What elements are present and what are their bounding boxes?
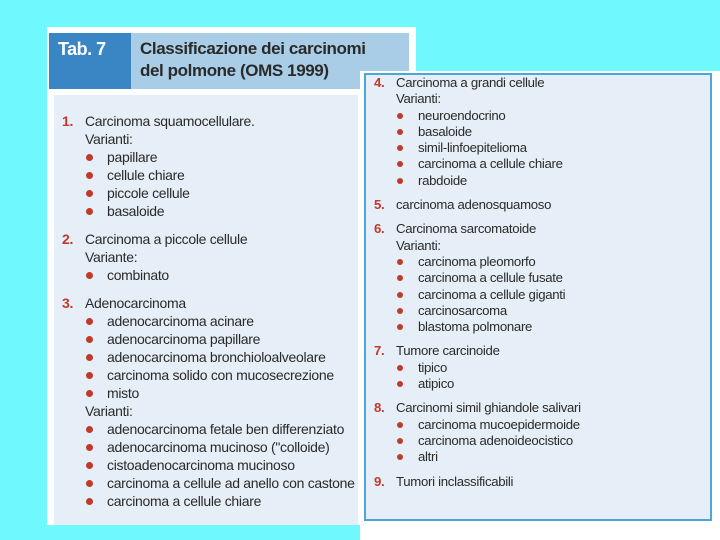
variant-item: altri: [374, 449, 712, 465]
subtype-item: adenocarcinoma acinare: [62, 312, 358, 330]
item-number: 2.: [62, 231, 74, 247]
variant-item: carcinoma a cellule chiare: [374, 156, 712, 172]
variant-item: combinato: [62, 266, 358, 284]
variant-item: carcinoma pleomorfo: [374, 254, 712, 270]
item-title: [374, 197, 712, 213]
variant-item: rabdoide: [374, 173, 712, 189]
variant-item: basaloide: [374, 124, 712, 140]
item-title-text: Tumore carcinoide: [396, 343, 500, 359]
variant-item: carcinoma mucoepidermoide: [374, 417, 712, 433]
item-title: [62, 230, 358, 248]
item-title: [62, 112, 358, 130]
variant-item: tipico: [374, 360, 712, 376]
variant-item: carcinoma a cellule giganti: [374, 287, 712, 303]
subtype-item: misto: [62, 384, 358, 402]
spacer: [374, 335, 712, 343]
item-title: [374, 75, 712, 91]
title-line-2: del polmone (OMS 1999): [140, 61, 329, 80]
variant-item: piccole cellule: [62, 184, 358, 202]
variant-item: atipico: [374, 376, 712, 392]
item-title: [374, 400, 712, 416]
right-column: [374, 75, 712, 490]
item-number: 1.: [62, 113, 74, 129]
item-title-text: Carcinoma a grandi cellule: [396, 75, 545, 90]
subtype-item: carcinoma solido con mucosecrezione: [62, 366, 358, 384]
subtype-item: adenocarcinoma bronchioloalveolare: [62, 348, 358, 366]
item-number: 3.: [62, 295, 74, 311]
item-title: [374, 474, 712, 490]
item-title: [374, 343, 712, 359]
item-number: 7.: [374, 343, 385, 359]
item-title: [62, 294, 358, 312]
variant-label: Varianti:: [396, 91, 441, 107]
variant-item: carcinosarcoma: [374, 303, 712, 319]
left-column: [62, 112, 358, 510]
variant-item: cistoadenocarcinoma mucinoso: [62, 456, 358, 474]
item-number: 6.: [374, 221, 385, 237]
item-title-text: Tumori inclassificabili: [396, 473, 514, 489]
spacer: [374, 213, 712, 221]
variant-item: simil-linfoepitelioma: [374, 140, 712, 156]
item-title-text: carcinoma adenosquamoso: [396, 197, 552, 213]
variant-item: carcinoma a cellule ad anello con castone: [62, 474, 358, 492]
variant-item: adenocarcinoma fetale ben differenziato: [62, 420, 358, 438]
item-number: 4.: [374, 75, 385, 90]
item-number: 8.: [374, 400, 385, 416]
variant-item: adenocarcinoma mucinoso ("colloide): [62, 438, 358, 456]
variant-item: basaloide: [62, 202, 358, 220]
item-title-text: Carcinoma a piccole cellule: [85, 231, 248, 247]
spacer: [62, 220, 358, 230]
item-title-text: Adenocarcinoma: [85, 295, 186, 311]
spacer: [374, 392, 712, 400]
item-number: 5.: [374, 197, 385, 213]
variant-item: carcinoma a cellule chiare: [62, 492, 358, 510]
subtype-item: adenocarcinoma papillare: [62, 330, 358, 348]
variant-item: carcinoma a cellule fusate: [374, 270, 712, 286]
variant-item: neuroendocrino: [374, 108, 712, 124]
item-title-text: Carcinomi simil ghiandole salivari: [396, 400, 581, 416]
variant-item: papillare: [62, 148, 358, 166]
variant-label: Variante:: [85, 249, 138, 265]
variant-item: blastoma polmonare: [374, 319, 712, 335]
variant-item: cellule chiare: [62, 166, 358, 184]
spacer: [374, 466, 712, 474]
title-line-1: Classificazione dei carcinomi: [140, 39, 366, 58]
spacer: [374, 189, 712, 197]
variant-label: Varianti:: [85, 403, 133, 419]
item-number: 9.: [374, 473, 385, 489]
item-title: [374, 221, 712, 237]
variant-label: Varianti:: [396, 237, 441, 253]
variant-label: Varianti:: [85, 131, 133, 147]
spacer: [62, 284, 358, 294]
item-title-text: Carcinoma sarcomatoide: [396, 221, 536, 237]
table-tag: Tab. 7: [49, 33, 131, 89]
variant-item: carcinoma adenoideocistico: [374, 433, 712, 449]
item-title-text: Carcinoma squamocellulare.: [85, 113, 255, 129]
